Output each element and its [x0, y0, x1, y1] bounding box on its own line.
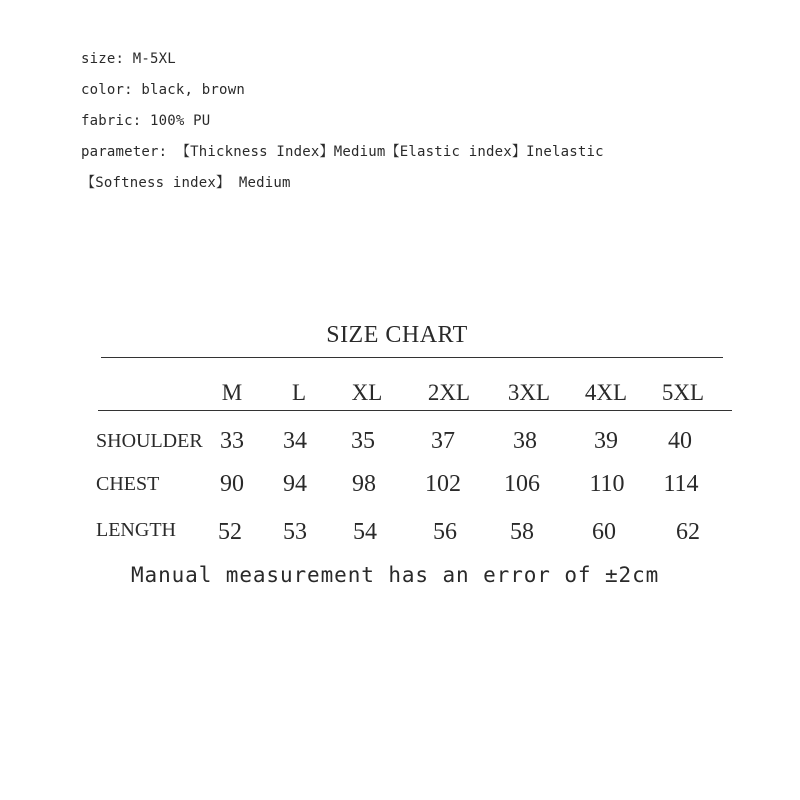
measurement-error-note: Manual measurement has an error of ±2cm — [131, 563, 660, 587]
spec-softness: 【Softness index】 Medium — [81, 175, 291, 191]
length-xl: 54 — [353, 519, 377, 545]
size-header-4xl: 4XL — [584, 380, 628, 405]
row-label-shoulder: SHOULDER — [96, 430, 203, 452]
size-chart-title-text: SIZE CHART — [326, 322, 468, 348]
spec-size: size: M-5XL — [81, 51, 176, 67]
chest-3xl: 106 — [504, 471, 540, 497]
length-l: 53 — [283, 519, 307, 545]
shoulder-3xl: 38 — [513, 428, 537, 454]
chest-l: 94 — [283, 471, 307, 497]
chest-4xl: 110 — [589, 471, 625, 497]
size-header-2xl: 2XL — [427, 380, 471, 405]
spec-color: color: black, brown — [81, 82, 245, 98]
length-4xl: 60 — [592, 519, 616, 545]
size-header-5xl: 5XL — [661, 380, 705, 405]
size-header-l: L — [291, 380, 307, 405]
product-specs — [81, 44, 604, 199]
row-label-length: LENGTH — [96, 519, 176, 541]
size-header-xl: XL — [351, 380, 383, 405]
shoulder-l: 34 — [283, 428, 307, 454]
size-chart-title — [0, 322, 800, 349]
chest-m: 90 — [220, 471, 244, 497]
size-header-3xl: 3XL — [507, 380, 551, 405]
shoulder-4xl: 39 — [594, 428, 618, 454]
length-m: 52 — [218, 519, 242, 545]
spec-parameter: parameter: 【Thickness Index】Medium【Elastic index】Inelastic — [81, 144, 604, 160]
chest-xl: 98 — [352, 471, 376, 497]
spec-fabric: fabric: 100% PU — [81, 113, 211, 129]
size-header-m: M — [221, 380, 243, 405]
shoulder-xl: 35 — [351, 428, 375, 454]
row-label-chest: CHEST — [96, 473, 160, 495]
length-3xl: 58 — [510, 519, 534, 545]
shoulder-m: 33 — [220, 428, 244, 454]
table-header-rule — [98, 410, 732, 411]
table-top-rule — [101, 357, 723, 358]
length-5xl: 62 — [676, 519, 700, 545]
length-2xl: 56 — [433, 519, 457, 545]
chest-2xl: 102 — [425, 471, 461, 497]
shoulder-2xl: 37 — [431, 428, 455, 454]
shoulder-5xl: 40 — [668, 428, 692, 454]
chest-5xl: 114 — [663, 471, 699, 497]
